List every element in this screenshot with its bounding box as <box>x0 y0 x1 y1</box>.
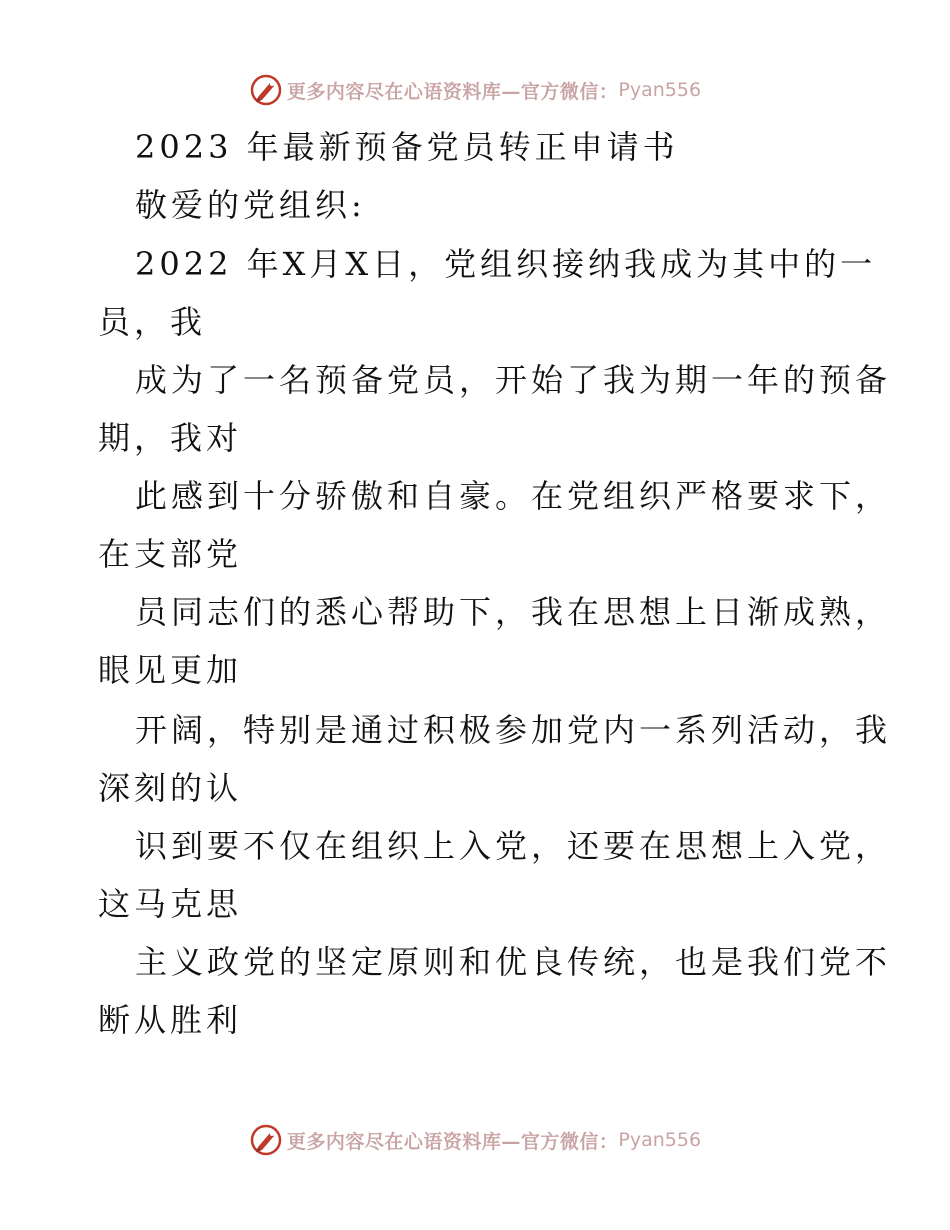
paragraph-line: 眼见更加 <box>98 651 243 689</box>
paragraph-line: 期，我对 <box>98 419 243 457</box>
pen-logo-icon <box>249 73 283 107</box>
footer-watermark <box>0 1120 950 1160</box>
paragraph-line: 成为了一名预备党员，开始了我为期一年的预备 <box>135 361 892 399</box>
watermark-wechat-id: Pyan556 <box>618 79 702 101</box>
paragraph-line: 断从胜利 <box>98 1001 243 1039</box>
paragraph-line: 这马克思 <box>98 885 243 923</box>
paragraph-line: 识到要不仅在组织上入党，还要在思想上入党， <box>135 827 892 865</box>
watermark-text: 更多内容尽在心语资料库—官方微信： <box>286 1130 619 1153</box>
paragraph-line: 开阔，特别是通过积极参加党内一系列活动，我 <box>135 711 892 749</box>
salutation: 敬爱的党组织: <box>135 186 366 224</box>
paragraph-line: 员同志们的悉心帮助下，我在思想上日渐成熟， <box>135 593 892 631</box>
document-title: 2023 年最新预备党员转正申请书 <box>135 128 679 166</box>
pen-logo-icon <box>249 1123 283 1157</box>
header-watermark <box>0 70 950 110</box>
paragraph-line: 2022 年X月X日，党组织接纳我成为其中的一 <box>135 245 877 283</box>
paragraph-line: 员，我 <box>98 303 207 341</box>
watermark-text: 更多内容尽在心语资料库—官方微信： <box>286 80 619 103</box>
watermark-wechat-id: Pyan556 <box>618 1129 702 1151</box>
paragraph-line: 主义政党的坚定原则和优良传统，也是我们党不 <box>135 943 892 981</box>
paragraph-line: 深刻的认 <box>98 769 243 807</box>
paragraph-line: 在支部党 <box>98 535 243 573</box>
paragraph-line: 此感到十分骄傲和自豪。在党组织严格要求下， <box>135 477 892 515</box>
